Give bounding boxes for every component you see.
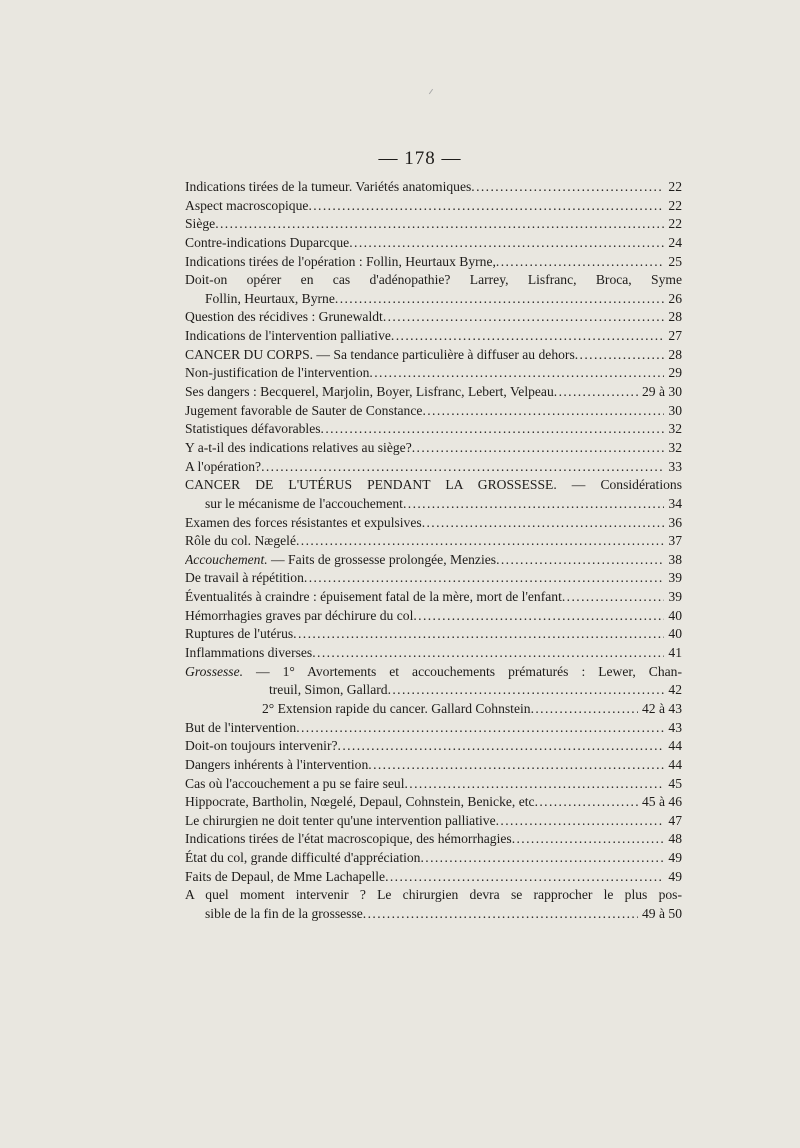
- leader-dots: [261, 458, 664, 477]
- toc-entry: [185, 737, 682, 756]
- toc-entry: [185, 830, 682, 849]
- entry-text: But de l'intervention: [185, 719, 297, 735]
- entry-page: 30: [668, 402, 682, 418]
- entry-text: — Faits de grossesse prolongée, Menzies: [267, 551, 497, 567]
- leader-dots: [385, 868, 664, 887]
- leader-dots: [391, 327, 664, 346]
- entry-text: Indications tirées de la tumeur. Variétés anatomiques: [185, 179, 472, 194]
- toc-entry: [185, 439, 682, 458]
- entry-page: 28: [668, 346, 682, 362]
- entry-page: 39: [668, 570, 682, 586]
- entry-text: Indications tirées de l'état macroscopique, des hémorrhagies: [185, 831, 512, 847]
- entry-text: A l'opération?: [185, 458, 262, 474]
- toc-entry: [185, 514, 682, 533]
- entry-page: 24: [668, 234, 682, 250]
- entry-text: Doit-on opérer en cas d'adénopathie? Larrey, Lisfranc, Broca, Syme: [185, 272, 682, 288]
- leader-dots: [304, 569, 665, 588]
- leader-dots: [383, 308, 665, 327]
- toc-entry: [185, 458, 682, 477]
- toc-entry: [185, 383, 682, 402]
- leader-dots: [496, 253, 665, 272]
- toc-entry: [185, 625, 682, 644]
- leader-dots: [296, 719, 664, 738]
- entry-text: CANCER DE L'UTÉRUS PENDANT LA GROSSESSE. — Considérations: [185, 477, 682, 493]
- leader-dots: [293, 625, 664, 644]
- toc-entry: [185, 849, 682, 868]
- entry-text: Cas où l'accouchement a pu se faire seul: [185, 775, 405, 791]
- toc-entry: [185, 719, 682, 738]
- entry-text: Contre-indications Duparcque: [185, 234, 350, 250]
- entry-page: 38: [668, 551, 682, 567]
- toc-entry: [185, 346, 682, 365]
- leader-dots: [496, 812, 665, 831]
- toc-entry: [185, 607, 682, 626]
- toc-entry: [185, 420, 682, 439]
- leader-dots: [512, 830, 665, 849]
- entry-text: — 1° Avortements et accouchements prématurés : Lewer, Chan-: [243, 663, 682, 679]
- toc-entry: [185, 681, 682, 700]
- leader-dots: [369, 364, 664, 383]
- entry-page: 49: [668, 850, 682, 866]
- entry-text: Faits de Depaul, de Mme Lachapelle: [185, 868, 386, 884]
- entry-text: État du col, grande difficulté d'appréciation: [185, 850, 421, 866]
- entry-text: Follin, Heurtaux, Byrne: [205, 290, 335, 306]
- entry-text: Rôle du col. Nægelé: [185, 533, 296, 549]
- entry-text: Aspect macroscopique: [185, 197, 309, 213]
- toc-entry: [185, 905, 682, 924]
- toc-entry: [185, 756, 682, 775]
- entry-page: 32: [668, 439, 682, 455]
- leader-dots: [420, 849, 664, 868]
- entry-page: 36: [668, 514, 682, 530]
- entry-page: 28: [668, 309, 682, 325]
- entry-text: Y a-t-il des indications relatives au siège?: [185, 439, 412, 455]
- leader-dots: [338, 737, 665, 756]
- leader-dots: [412, 439, 665, 458]
- toc-entry: [185, 532, 682, 551]
- entry-text: Non-justification de l'intervention: [185, 365, 370, 381]
- entry-text: Indications tirées de l'opération : Follin, Heurtaux Byrne,: [185, 253, 496, 269]
- leader-dots: [531, 700, 638, 719]
- entry-page: 22: [668, 216, 682, 232]
- leader-dots: [321, 420, 665, 439]
- entry-page: 42 à 43: [641, 700, 682, 716]
- entry-text: Dangers inhérents à l'intervention: [185, 756, 369, 772]
- entry-page: 37: [668, 533, 682, 549]
- leader-dots: [422, 514, 665, 533]
- leader-dots: [349, 234, 664, 253]
- toc-entry: [185, 644, 682, 663]
- leader-dots: [403, 495, 664, 514]
- leader-dots: [388, 681, 665, 700]
- table-of-contents: [185, 178, 682, 924]
- leader-dots: [308, 197, 664, 216]
- entry-text: Le chirurgien ne doit tenter qu'une intervention palliative: [185, 812, 496, 828]
- entry-page: 29 à 30: [641, 384, 682, 400]
- entry-text: Hippocrate, Bartholin, Nœgelé, Depaul, Cohnstein, Benicke, etc: [185, 794, 535, 810]
- page-number: — 178 —: [378, 148, 462, 169]
- toc-entry: [185, 364, 682, 383]
- entry-text: Siège: [185, 216, 216, 232]
- entry-text: treuil, Simon, Gallard: [269, 682, 388, 698]
- leader-dots: [535, 793, 638, 812]
- entry-text: Doit-on toujours intervenir?: [185, 738, 338, 754]
- toc-entry: [185, 495, 682, 514]
- toc-entry: [185, 812, 682, 831]
- toc-entry: [185, 234, 682, 253]
- toc-entry: [185, 308, 682, 327]
- leader-dots: [562, 588, 665, 607]
- entry-page: 48: [668, 831, 682, 847]
- entry-page: 33: [668, 458, 682, 474]
- toc-entry: [185, 197, 682, 216]
- entry-text: Statistiques défavorables: [185, 421, 321, 437]
- entry-page: 49 à 50: [641, 905, 682, 921]
- entry-page: 40: [668, 626, 682, 642]
- toc-entry: [185, 886, 682, 905]
- leader-dots: [363, 905, 638, 924]
- entry-text: Ruptures de l'utérus: [185, 626, 294, 642]
- entry-page: 26: [668, 290, 682, 306]
- entry-text: A quel moment intervenir ? Le chirurgien devra se rapprocher le plus pos-: [185, 887, 682, 903]
- entry-page: 45: [668, 775, 682, 791]
- entry-text: Inflammations diverses: [185, 645, 313, 661]
- toc-entry: [185, 793, 682, 812]
- leader-dots: [335, 290, 665, 309]
- entry-page: 40: [668, 607, 682, 623]
- entry-text: 2° Extension rapide du cancer. Gallard Cohnstein: [262, 700, 531, 716]
- entry-page: 42: [668, 682, 682, 698]
- toc-entry: [185, 271, 682, 290]
- leader-dots: [215, 215, 664, 234]
- entry-page: 22: [668, 179, 682, 194]
- entry-page: 47: [668, 812, 682, 828]
- leader-dots: [312, 644, 664, 663]
- toc-entry: [185, 178, 682, 197]
- entry-lead: Accouchement.: [185, 551, 268, 567]
- toc-entry: [185, 402, 682, 421]
- entry-text: Examen des forces résistantes et expulsives: [185, 514, 422, 530]
- entry-page: 32: [668, 421, 682, 437]
- entry-text: Jugement favorable de Sauter de Constance: [185, 402, 423, 418]
- entry-page: 29: [668, 365, 682, 381]
- entry-text: sible de la fin de la grossesse: [205, 905, 363, 921]
- entry-text: sur le mécanisme de l'accouchement: [205, 495, 403, 511]
- toc-entry: [185, 215, 682, 234]
- leader-dots: [405, 775, 665, 794]
- entry-page: 41: [668, 645, 682, 661]
- toc-entry: [185, 551, 682, 570]
- toc-entry: [185, 327, 682, 346]
- entry-page: 34: [668, 495, 682, 511]
- entry-text: Indications de l'intervention palliative: [185, 328, 391, 344]
- entry-text: De travail à répétition: [185, 570, 304, 586]
- entry-text: Éventualités à craindre : épuisement fatal de la mère, mort de l'enfant: [185, 589, 562, 605]
- toc-entry: [185, 663, 682, 682]
- toc-entry: [185, 253, 682, 272]
- entry-page: 43: [668, 719, 682, 735]
- entry-page: 22: [668, 197, 682, 213]
- entry-text: Question des récidives : Grunewaldt: [185, 309, 383, 325]
- entry-page: 45 à 46: [641, 794, 682, 810]
- toc-entry: [185, 775, 682, 794]
- entry-page: 44: [668, 756, 682, 772]
- toc-entry: [185, 476, 682, 495]
- leader-dots: [413, 607, 664, 626]
- entry-page: 44: [668, 738, 682, 754]
- toc-entry: [185, 290, 682, 309]
- leader-dots: [422, 402, 664, 421]
- entry-text: CANCER DU CORPS. — Sa tendance particulière à diffuser au dehors: [185, 346, 575, 362]
- pencil-mark: [429, 89, 437, 97]
- leader-dots: [575, 346, 665, 365]
- leader-dots: [554, 383, 638, 402]
- leader-dots: [368, 756, 664, 775]
- leader-dots: [296, 532, 664, 551]
- toc-entry: [185, 569, 682, 588]
- leader-dots: [496, 551, 664, 570]
- entry-lead: Grossesse.: [185, 663, 244, 679]
- toc-entry: [185, 700, 682, 719]
- entry-text: Ses dangers : Becquerel, Marjolin, Boyer, Lisfranc, Lebert, Velpeau: [185, 384, 554, 400]
- entry-page: 39: [668, 589, 682, 605]
- entry-text: Hémorrhagies graves par déchirure du col: [185, 607, 414, 623]
- entry-page: 25: [668, 253, 682, 269]
- toc-entry: [185, 588, 682, 607]
- toc-entry: [185, 868, 682, 887]
- leader-dots: [471, 178, 664, 197]
- entry-page: 49: [668, 868, 682, 884]
- entry-page: 27: [668, 328, 682, 344]
